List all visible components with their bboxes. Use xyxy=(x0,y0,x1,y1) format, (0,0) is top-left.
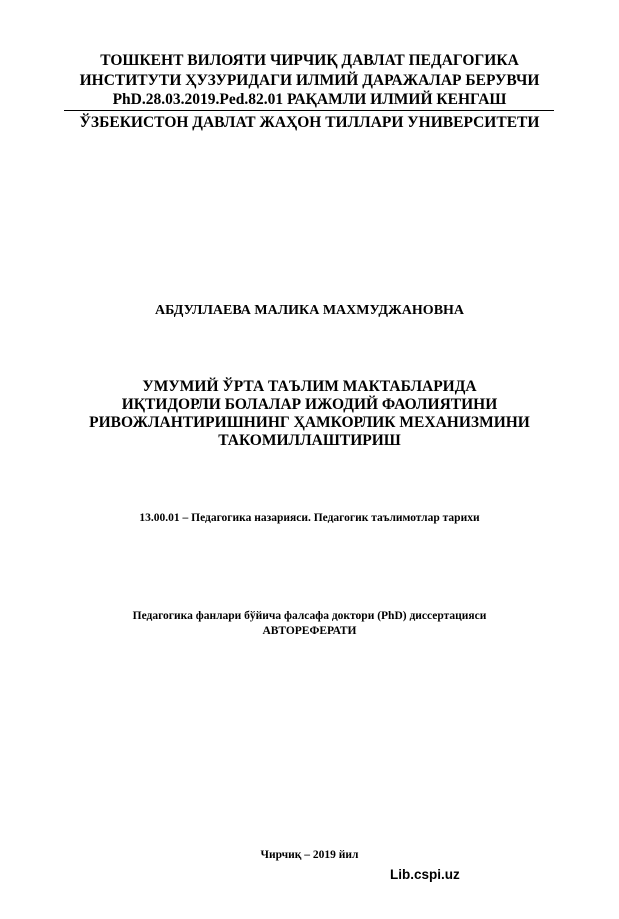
title-line-1: УМУМИЙ ЎРТА ТАЪЛИМ МАКТАБЛАРИДА xyxy=(142,378,477,395)
council-line-3: PhD.28.03.2019.Ped.82.01 РАҚАМЛИ ИЛМИЙ КЕНГАШ xyxy=(112,91,507,108)
degree-line-1: Педагогика фанлари бўйича фалсафа доктори (PhD) диссертацияси xyxy=(132,610,487,622)
author-name: АБДУЛЛАЕВА МАЛИКА МАХМУДЖАНОВНА xyxy=(154,303,465,318)
library-watermark: Lib.cspi.uz xyxy=(390,867,460,882)
specialty-code: 13.00.01 – Педагогика назарияси. Педагогик таълимотлар тарихи xyxy=(139,512,480,524)
university-name: ЎЗБЕКИСТОН ДАВЛАТ ЖАҲОН ТИЛЛАРИ УНИВЕРСИТЕТИ xyxy=(79,114,540,131)
dissertation-title xyxy=(0,378,619,450)
title-line-4: ТАКОМИЛЛАШТИРИШ xyxy=(218,432,401,449)
title-line-2: ИҚТИДОРЛИ БОЛАЛАР ИЖОДИЙ ФАОЛИЯТИНИ xyxy=(121,396,498,413)
header-divider xyxy=(64,110,554,111)
degree-description xyxy=(0,609,619,639)
degree-line-2: АВТОРЕФЕРАТИ xyxy=(262,625,357,637)
council-line-1: ТОШКЕНТ ВИЛОЯТИ ЧИРЧИҚ ДАВЛАТ ПЕДАГОГИКА xyxy=(100,52,519,69)
council-line-2: ИНСТИТУТИ ҲУЗУРИДАГИ ИЛМИЙ ДАРАЖАЛАР БЕРУВЧИ xyxy=(79,71,540,89)
place-and-year: Чирчиқ – 2019 йил xyxy=(260,849,359,861)
title-line-3: РИВОЖЛАНТИРИШНИНГ ҲАМКОРЛИК МЕХАНИЗМИНИ xyxy=(89,414,530,431)
council-header xyxy=(0,51,619,110)
